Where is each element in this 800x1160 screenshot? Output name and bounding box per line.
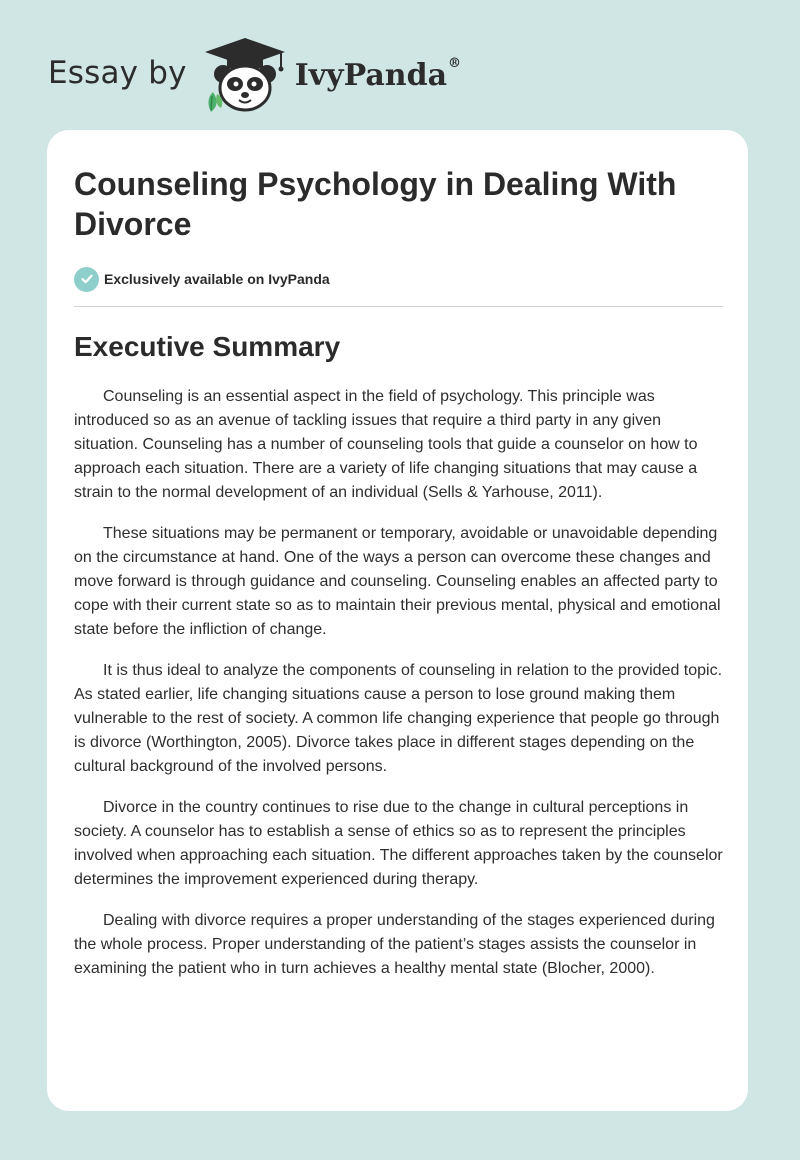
essay-card [47, 130, 748, 1111]
brand-name-text: IvyPanda [294, 57, 448, 93]
check-circle-icon [74, 267, 99, 292]
divider [74, 306, 723, 307]
essay-by-label: Essay by [48, 55, 187, 91]
panda-graduation-cap-icon[interactable] [201, 34, 289, 114]
exclusive-label: Exclusively available on IvyPanda [104, 271, 330, 287]
paragraph-4: Divorce in the country continues to rise due to the change in cultural perceptions in society. A counselor has to establish a sense of ethics so as to represent the principles involved when approaching each situation. The different approaches taken by the counselor determines the improvement experienced during therapy. [74, 799, 723, 888]
paragraph-2: These situations may be permanent or temporary, avoidable or unavoidable depending on the circumstance at hand. One of the ways a person can overcome these changes and move forward is through guidance and counseling. Counseling enables an affected party to cope with their current state so as to maintain their previous mental, physical and emotional state before the infliction of change. [74, 525, 721, 638]
paragraph-3: It is thus ideal to analyze the components of counseling in relation to the provided topic. As stated earlier, life changing situations cause a person to lose ground making them vulnerable to the rest of society. A common life changing experience that people go through is divorce (Worthington, 2005). Divorce takes place in different stages depending on the cultural background of the involved persons. [74, 662, 723, 775]
page-title: Counseling Psychology in Dealing With Divorce [74, 166, 677, 242]
brand-name[interactable] [294, 55, 462, 93]
exclusive-badge [74, 266, 722, 292]
site-header [48, 34, 461, 114]
paragraph-5: Dealing with divorce requires a proper understanding of the stages experienced during the whole process. Proper understanding of the patient’s stages assists the counselor in examining the patient who in turn achieves a healthy mental state (Blocher, 2000). [74, 912, 715, 977]
section-title: Executive Summary [74, 331, 341, 362]
registered-mark: ® [448, 55, 462, 71]
paragraph-1: Counseling is an essential aspect in the field of psychology. This principle was introduced so as an avenue of tackling issues that require a third party in any given situation. Counseling has a number of counseling tools that guide a counselor on how to approach each situation. There are a variety of life changing situations that may cause a strain to the normal development of an individual (Sells & Yarhouse, 2011). [74, 388, 698, 501]
